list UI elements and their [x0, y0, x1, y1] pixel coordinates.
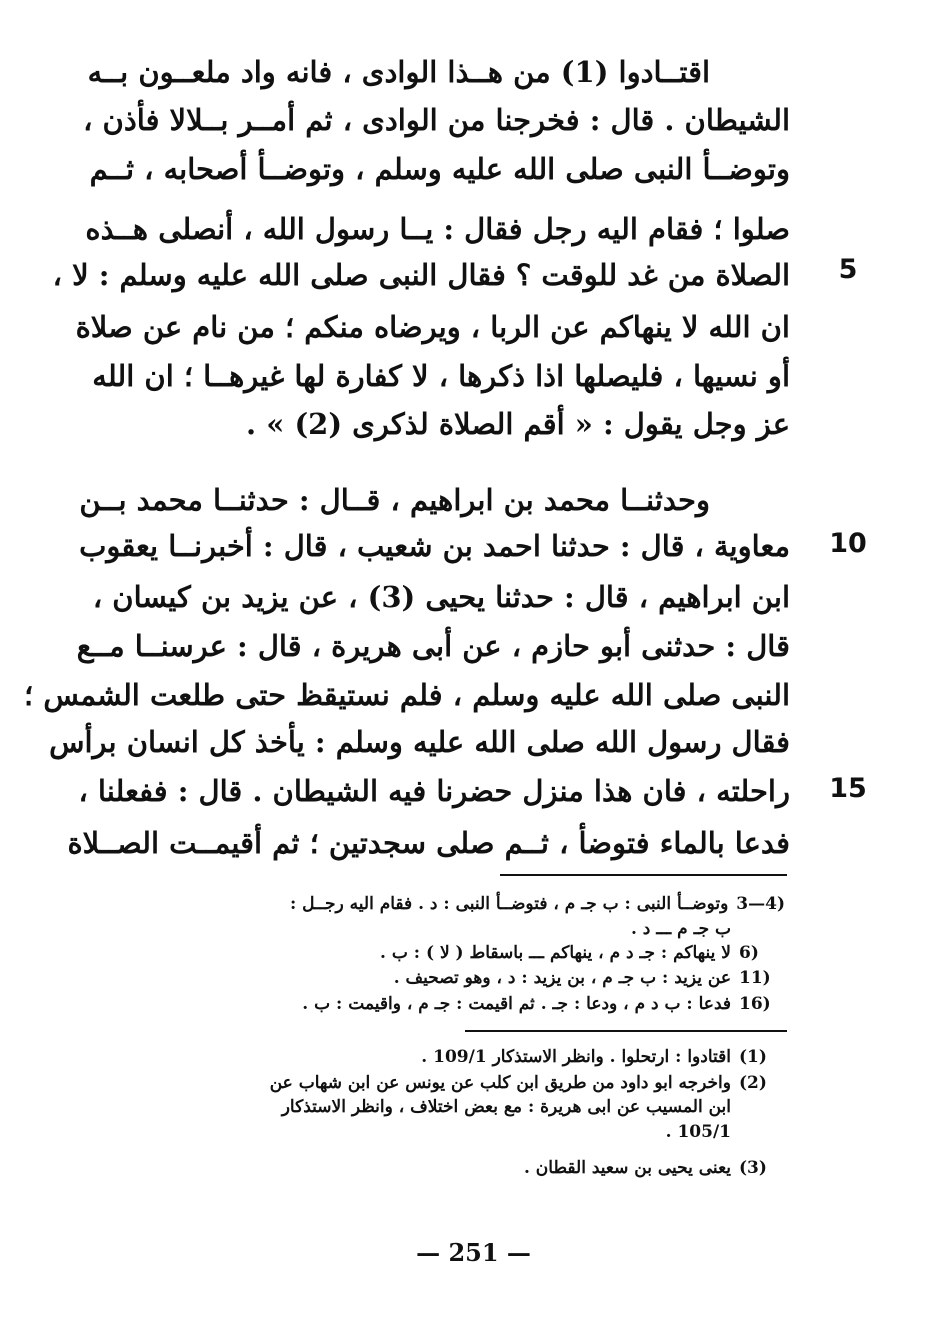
- variant-note-continuation: [631, 918, 731, 940]
- note-text: اقتادوا : ارتحلوا . وانظر الاستذكار 109/1 .: [421, 1047, 731, 1067]
- main-text-line: وحدثنــا محمد بن ابراهيم ، قــال : حدثنــا محمد بــن: [79, 483, 710, 517]
- variant-note: [302, 993, 785, 1015]
- note-tag: (3): [739, 1158, 767, 1178]
- note-text: ابن المسيب عن ابى هريرة : مع بعض اختلاف ، وانظر الاستذكار: [281, 1097, 731, 1117]
- note-text: فدعا : ب د م ، ودعا : جـ . ثم اقيمت : جـ م ، واقيمت : ب .: [302, 994, 731, 1014]
- main-text-line: الصلاة من غد للوقت ؟ فقال النبى صلى الله عليه وسلم : لا ،: [52, 258, 790, 292]
- note-tag: (2): [739, 1073, 767, 1093]
- line-number-10: 10: [829, 528, 867, 559]
- note-tag: (1): [739, 1047, 767, 1067]
- source-footnote: [421, 1046, 785, 1068]
- note-tag: 11): [739, 968, 771, 988]
- main-text-line: قال : حدثنى أبو حازم ، عن أبى هريرة ، قال : عرسنــا مــع: [76, 629, 790, 663]
- note-text: ب جـ م ـــ د .: [630, 919, 731, 939]
- main-text-line: وتوضــأ النبى صلى الله عليه وسلم ، وتوضــأ أصحابه ، ثــم: [89, 152, 790, 186]
- source-footnote-continuation: [282, 1096, 731, 1118]
- source-footnote: [524, 1157, 785, 1179]
- main-text-line: أو نسيها ، فليصلها اذا ذكرها ، لا كفارة لها غيرهــا ؛ ان الله: [92, 359, 790, 393]
- main-text-line: ان الله لا ينهاكم عن الربا ، ويرضاه منكم ؛ من نام عن صلاة: [75, 310, 790, 344]
- variant-note: [290, 893, 785, 915]
- page-number: — 251 —: [416, 1238, 531, 1267]
- main-text-line: الشيطان . قال : فخرجنا من الوادى ، ثم أمــر بــلالا فأذن ،: [83, 103, 790, 137]
- source-footnote: [270, 1072, 785, 1094]
- line-number-5: 5: [838, 254, 858, 285]
- variant-note: [394, 967, 785, 989]
- main-text-line: اقتــادوا (1) من هــذا الوادى ، فانه واد ملعــون بــه: [87, 55, 710, 89]
- variant-note: [380, 942, 785, 964]
- main-text-line: صلوا ؛ فقام اليه رجل فقال : يــا رسول الله ، أنصلى هــذه: [85, 212, 790, 246]
- note-text: عن يزيد : ب جـ م ، بن يزيد : د ، وهو تصحيف .: [393, 968, 731, 988]
- line-number-15: 15: [829, 773, 867, 804]
- main-text-rule: [500, 874, 787, 876]
- main-text-line: فدعا بالماء فتوضأ ، ثــم صلى سجدتين ؛ ثم أقيمــت الصــلاة: [67, 826, 790, 860]
- note-tag: 16): [739, 994, 771, 1014]
- note-tag: 3—4): [736, 894, 785, 914]
- source-footnote-continuation: [666, 1121, 731, 1143]
- note-text: يعنى يحيى بن سعيد القطان .: [523, 1158, 731, 1178]
- main-text-line: ابن ابراهيم ، قال : حدثنا يحيى (3) ، عن يزيد بن كيسان ،: [92, 580, 790, 614]
- main-text-line: النبى صلى الله عليه وسلم ، فلم نستيقظ حتى طلعت الشمس ؛: [24, 678, 790, 712]
- main-text-line: فقال رسول الله صلى الله عليه وسلم : يأخذ كل انسان برأس: [49, 725, 790, 759]
- main-text-line: راحلته ، فان هذا منزل حضرنا فيه الشيطان . قال : ففعلنا ،: [78, 774, 790, 808]
- footnote-rule: [465, 1030, 787, 1032]
- note-tag: 6): [739, 943, 759, 963]
- note-text: لا ينهاكم : جـ د م ، ينهاكم ـــ باسقاط ( لا ) : ب .: [380, 943, 731, 963]
- main-text-line: عز وجل يقول : « أقم الصلاة لذكرى (2) » .: [246, 407, 790, 441]
- note-text: 105/1 .: [665, 1122, 731, 1142]
- main-text-line: معاوية ، قال : حدثنا احمد بن شعيب ، قال : أخبرنــا يعقوب: [79, 529, 790, 563]
- note-text: واخرجه ابو داود من طريق ابن كلب عن يونس عن ابن شهاب عن: [269, 1073, 731, 1093]
- note-text: وتوضــأ النبى : ب جـ م ، فتوضــأ النبى : د . فقام اليه رجــل :: [289, 894, 729, 914]
